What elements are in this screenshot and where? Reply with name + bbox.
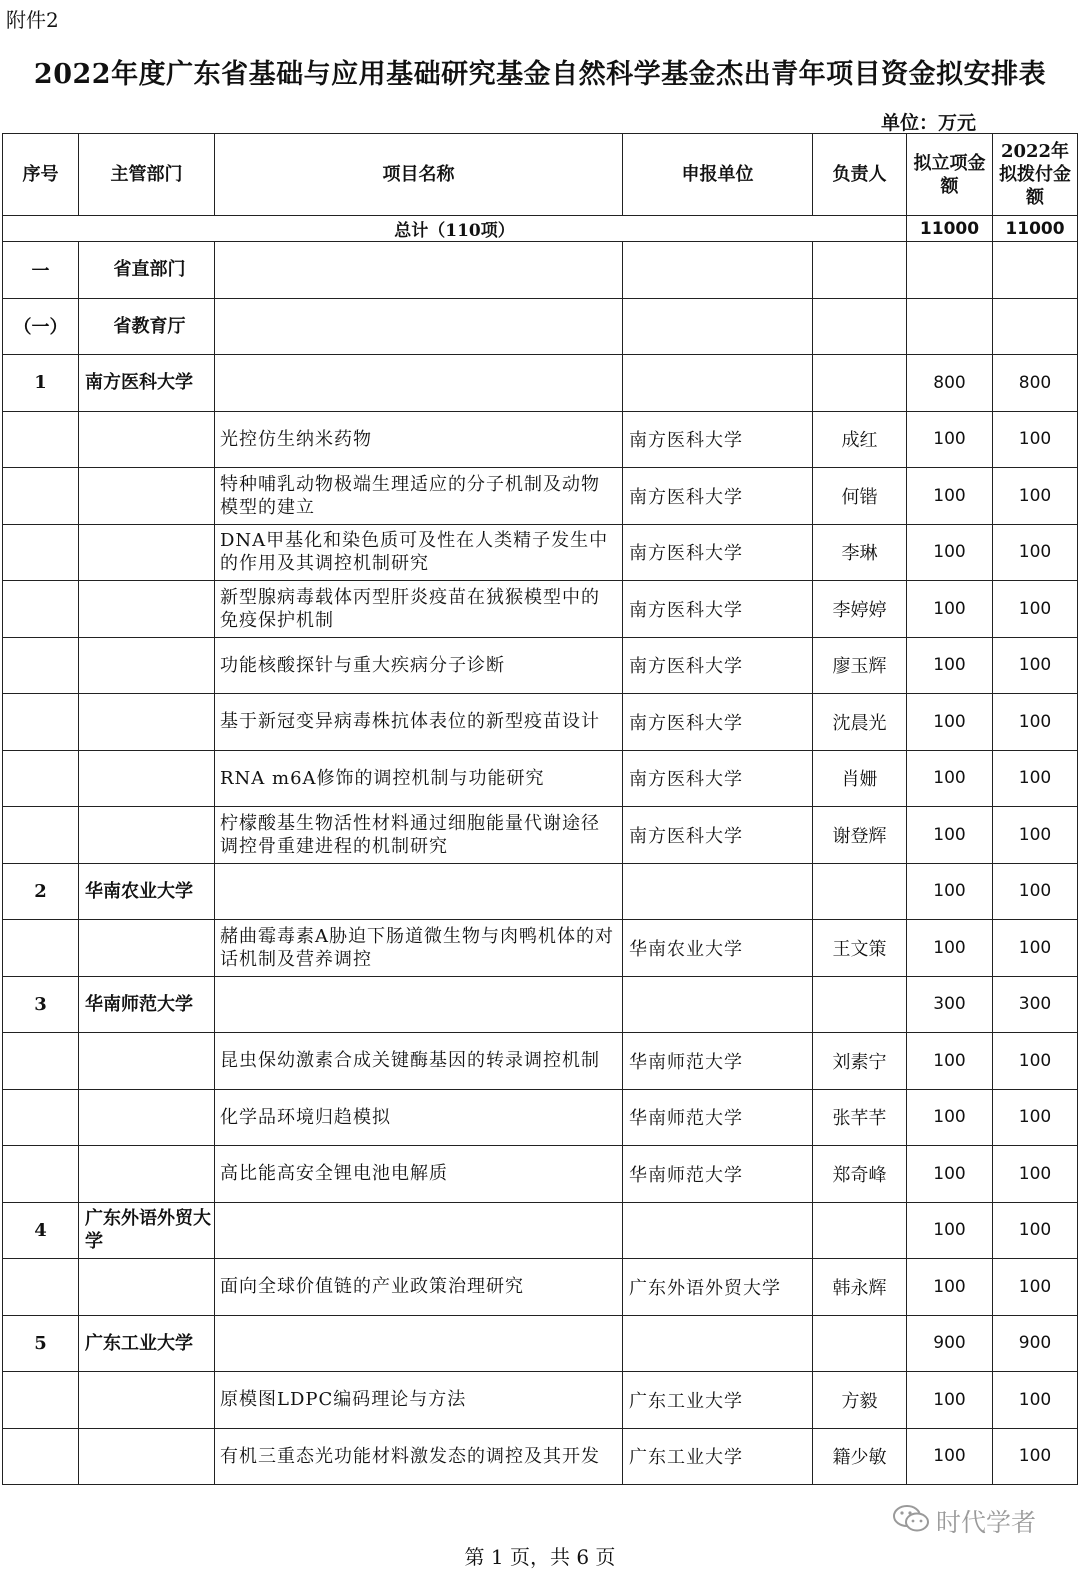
- row-applicant: 南方医科大学: [623, 694, 813, 751]
- row-pay: 100: [993, 1089, 1078, 1146]
- row-leader: 何锴: [813, 468, 907, 525]
- row-leader: 籍少敏: [813, 1428, 907, 1485]
- row-project: 基于新冠变异病毒株抗体表位的新型疫苗设计: [215, 694, 623, 751]
- row-amount: 100: [907, 750, 993, 807]
- row-applicant: 南方医科大学: [623, 468, 813, 525]
- watermark-text: 时代学者: [936, 1508, 1037, 1537]
- col-pay-header: 2022年拟拨付金额: [993, 134, 1078, 216]
- row-project: 特种哺乳动物极端生理适应的分子机制及动物模型的建立: [215, 468, 623, 525]
- row-project: 原模图LDPC编码理论与方法: [215, 1372, 623, 1429]
- row-seq: [3, 581, 79, 638]
- row-applicant: 南方医科大学: [623, 581, 813, 638]
- row-dept: [79, 1089, 215, 1146]
- row-applicant: [623, 355, 813, 412]
- row-project: [215, 1202, 623, 1259]
- row-pay: 100: [993, 468, 1078, 525]
- row-applicant: 广东工业大学: [623, 1372, 813, 1429]
- row-seq: [3, 468, 79, 525]
- row-seq: [3, 411, 79, 468]
- col-leader-header: 负责人: [813, 134, 907, 216]
- row-dept: [79, 468, 215, 525]
- row-amount: 100: [907, 1372, 993, 1429]
- row-applicant: 华南师范大学: [623, 1033, 813, 1090]
- row-seq: [3, 807, 79, 864]
- row-leader: 郑奇峰: [813, 1146, 907, 1203]
- row-leader: 王文策: [813, 920, 907, 977]
- row-leader: 谢登辉: [813, 807, 907, 864]
- row-project: 化学品环境归趋模拟: [215, 1089, 623, 1146]
- row-pay: 100: [993, 750, 1078, 807]
- row-leader: 肖姗: [813, 750, 907, 807]
- row-amount: 100: [907, 524, 993, 581]
- row-applicant: 南方医科大学: [623, 524, 813, 581]
- row-seq: 1: [3, 355, 79, 412]
- row-amount: 100: [907, 581, 993, 638]
- table-row: [3, 1372, 1078, 1429]
- row-applicant: [623, 298, 813, 355]
- row-amount: 100: [907, 411, 993, 468]
- row-leader: 沈晨光: [813, 694, 907, 751]
- table-header-row: [3, 134, 1078, 216]
- row-dept: [79, 1259, 215, 1316]
- row-dept: [79, 1428, 215, 1485]
- row-pay: 100: [993, 863, 1078, 920]
- row-applicant: [623, 863, 813, 920]
- row-amount: [907, 242, 993, 299]
- row-seq: [3, 1259, 79, 1316]
- row-pay: 100: [993, 1202, 1078, 1259]
- table-row: [3, 807, 1078, 864]
- row-seq: [3, 920, 79, 977]
- total-pay: 11000: [993, 216, 1078, 242]
- row-pay: 100: [993, 920, 1078, 977]
- row-applicant: 华南农业大学: [623, 920, 813, 977]
- row-pay: [993, 242, 1078, 299]
- row-seq: [3, 1372, 79, 1429]
- row-pay: 800: [993, 355, 1078, 412]
- row-project: [215, 355, 623, 412]
- col-seq-header: 序号: [3, 134, 79, 216]
- row-pay: 100: [993, 581, 1078, 638]
- table-row: [3, 468, 1078, 525]
- row-amount: [907, 298, 993, 355]
- wechat-icon: [892, 1503, 930, 1539]
- row-leader: 李婷婷: [813, 581, 907, 638]
- row-amount: 100: [907, 1033, 993, 1090]
- row-seq: [3, 1428, 79, 1485]
- row-applicant: [623, 1202, 813, 1259]
- row-amount: 100: [907, 920, 993, 977]
- row-project: 高比能高安全锂电池电解质: [215, 1146, 623, 1203]
- row-project: [215, 242, 623, 299]
- row-applicant: [623, 242, 813, 299]
- row-project: 面向全球价值链的产业政策治理研究: [215, 1259, 623, 1316]
- row-seq: （一）: [3, 298, 79, 355]
- attachment-label: 附件2: [6, 8, 59, 32]
- row-leader: 刘素宁: [813, 1033, 907, 1090]
- row-pay: 100: [993, 807, 1078, 864]
- funding-table: [2, 133, 1078, 1485]
- table-row: [3, 1089, 1078, 1146]
- table-row: [3, 242, 1078, 299]
- table-row: [3, 1259, 1078, 1316]
- row-leader: 韩永辉: [813, 1259, 907, 1316]
- row-amount: 100: [907, 1259, 993, 1316]
- row-leader: 张芊芊: [813, 1089, 907, 1146]
- row-dept: [79, 637, 215, 694]
- row-applicant: [623, 976, 813, 1033]
- table-row: [3, 920, 1078, 977]
- watermark: [892, 1503, 1036, 1539]
- row-pay: 100: [993, 1033, 1078, 1090]
- row-project: DNA甲基化和染色质可及性在人类精子发生中的作用及其调控机制研究: [215, 524, 623, 581]
- row-applicant: 广东工业大学: [623, 1428, 813, 1485]
- row-leader: [813, 298, 907, 355]
- total-row: [3, 216, 1078, 242]
- row-amount: 900: [907, 1315, 993, 1372]
- row-project: 有机三重态光功能材料激发态的调控及其开发: [215, 1428, 623, 1485]
- row-pay: 300: [993, 976, 1078, 1033]
- row-pay: [993, 298, 1078, 355]
- row-amount: 100: [907, 468, 993, 525]
- row-amount: 300: [907, 976, 993, 1033]
- table-row: [3, 637, 1078, 694]
- row-pay: 100: [993, 694, 1078, 751]
- table-row: [3, 750, 1078, 807]
- row-dept: [79, 1372, 215, 1429]
- page-title: 2022年度广东省基础与应用基础研究基金自然科学基金杰出青年项目资金拟安排表: [33, 59, 1047, 90]
- row-amount: 100: [907, 1428, 993, 1485]
- row-project: [215, 863, 623, 920]
- row-leader: 廖玉辉: [813, 637, 907, 694]
- row-seq: [3, 524, 79, 581]
- row-leader: [813, 1315, 907, 1372]
- total-amount: 11000: [907, 216, 993, 242]
- row-applicant: 南方医科大学: [623, 750, 813, 807]
- row-applicant: 南方医科大学: [623, 411, 813, 468]
- col-project-header: 项目名称: [215, 134, 623, 216]
- row-dept: 省教育厅: [79, 298, 215, 355]
- row-project: 柠檬酸基生物活性材料通过细胞能量代谢途径调控骨重建进程的机制研究: [215, 807, 623, 864]
- table-row: [3, 1315, 1078, 1372]
- row-seq: [3, 1033, 79, 1090]
- row-project: [215, 298, 623, 355]
- row-amount: 800: [907, 355, 993, 412]
- row-project: 功能核酸探针与重大疾病分子诊断: [215, 637, 623, 694]
- row-pay: 100: [993, 524, 1078, 581]
- row-amount: 100: [907, 1146, 993, 1203]
- col-dept-header: 主管部门: [79, 134, 215, 216]
- row-amount: 100: [907, 1089, 993, 1146]
- row-seq: [3, 637, 79, 694]
- row-seq: 4: [3, 1202, 79, 1259]
- row-dept: 广东工业大学: [79, 1315, 215, 1372]
- row-project: [215, 1315, 623, 1372]
- row-project: 新型腺病毒载体丙型肝炎疫苗在狨猴模型中的免疫保护机制: [215, 581, 623, 638]
- table-row: [3, 411, 1078, 468]
- row-dept: 华南农业大学: [79, 863, 215, 920]
- row-leader: 方毅: [813, 1372, 907, 1429]
- row-pay: 100: [993, 1146, 1078, 1203]
- row-applicant: 华南师范大学: [623, 1146, 813, 1203]
- col-applicant-header: 申报单位: [623, 134, 813, 216]
- row-project: 光控仿生纳米药物: [215, 411, 623, 468]
- row-project: 赭曲霉毒素A胁迫下肠道微生物与肉鸭机体的对话机制及营养调控: [215, 920, 623, 977]
- row-seq: [3, 694, 79, 751]
- row-dept: 省直部门: [79, 242, 215, 299]
- page-footer: 第 1 页，共 6 页: [464, 1545, 616, 1569]
- row-seq: 3: [3, 976, 79, 1033]
- row-amount: 100: [907, 637, 993, 694]
- row-dept: [79, 920, 215, 977]
- row-dept: 华南师范大学: [79, 976, 215, 1033]
- row-dept: [79, 581, 215, 638]
- row-pay: 900: [993, 1315, 1078, 1372]
- row-dept: [79, 524, 215, 581]
- table-row: [3, 1202, 1078, 1259]
- row-leader: [813, 242, 907, 299]
- row-pay: 100: [993, 411, 1078, 468]
- row-dept: [79, 1146, 215, 1203]
- row-seq: 2: [3, 863, 79, 920]
- row-applicant: 华南师范大学: [623, 1089, 813, 1146]
- row-applicant: 广东外语外贸大学: [623, 1259, 813, 1316]
- row-dept: [79, 807, 215, 864]
- row-dept: [79, 694, 215, 751]
- row-amount: 100: [907, 863, 993, 920]
- row-project: [215, 976, 623, 1033]
- row-project: RNA m6A修饰的调控机制与功能研究: [215, 750, 623, 807]
- table-row: [3, 1428, 1078, 1485]
- row-pay: 100: [993, 637, 1078, 694]
- table-row: [3, 298, 1078, 355]
- col-amount-header: 拟立项金额: [907, 134, 993, 216]
- row-applicant: 南方医科大学: [623, 807, 813, 864]
- row-dept: 广东外语外贸大学: [79, 1202, 215, 1259]
- row-leader: [813, 976, 907, 1033]
- unit-label: 单位：万元: [880, 112, 976, 134]
- row-dept: 南方医科大学: [79, 355, 215, 412]
- row-amount: 100: [907, 807, 993, 864]
- row-seq: [3, 750, 79, 807]
- table-row: [3, 976, 1078, 1033]
- table-row: [3, 863, 1078, 920]
- row-project: 昆虫保幼激素合成关键酶基因的转录调控机制: [215, 1033, 623, 1090]
- row-dept: [79, 411, 215, 468]
- row-leader: [813, 355, 907, 412]
- row-amount: 100: [907, 1202, 993, 1259]
- table-row: [3, 355, 1078, 412]
- row-dept: [79, 1033, 215, 1090]
- total-label: 总计（110项）: [3, 216, 907, 242]
- row-seq: 一: [3, 242, 79, 299]
- row-applicant: 南方医科大学: [623, 637, 813, 694]
- table-row: [3, 581, 1078, 638]
- row-amount: 100: [907, 694, 993, 751]
- table-row: [3, 524, 1078, 581]
- row-seq: 5: [3, 1315, 79, 1372]
- row-pay: 100: [993, 1428, 1078, 1485]
- row-leader: 李琳: [813, 524, 907, 581]
- row-leader: [813, 863, 907, 920]
- row-leader: 成红: [813, 411, 907, 468]
- row-pay: 100: [993, 1259, 1078, 1316]
- row-applicant: [623, 1315, 813, 1372]
- row-seq: [3, 1146, 79, 1203]
- table-row: [3, 1033, 1078, 1090]
- row-dept: [79, 750, 215, 807]
- row-seq: [3, 1089, 79, 1146]
- table-row: [3, 694, 1078, 751]
- table-row: [3, 1146, 1078, 1203]
- row-leader: [813, 1202, 907, 1259]
- row-pay: 100: [993, 1372, 1078, 1429]
